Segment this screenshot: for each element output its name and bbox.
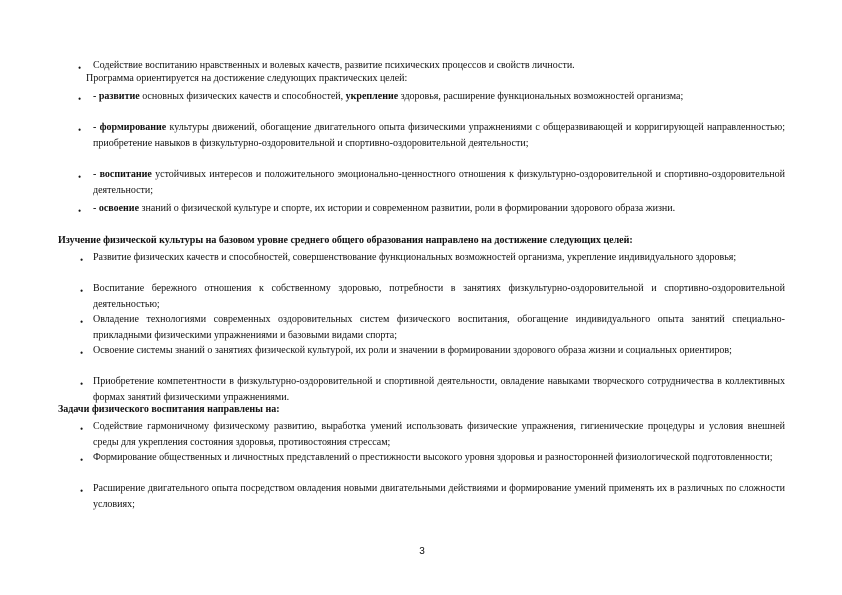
goal-text: знаний о физической культуре и спорте, их истории и современном развитии, роли в формировании здорового образа жизни. [139,203,676,214]
goal-text: основных физических качеств и способностей, [139,91,344,102]
task-item: Формирование общественных и личностных представлений о престижности высокого уровня здоровья и разносторонней физиологической подготовленности; [93,452,773,463]
goal-item [93,120,785,151]
bullet-marker: • [78,206,82,216]
bullet-marker: • [80,348,84,358]
bullet-marker: • [80,317,84,327]
bullet-marker: • [80,255,84,265]
goal-lead: - формирование [93,122,167,133]
bullet-marker: • [78,63,82,73]
goal-item [93,89,785,105]
section-heading: Задачи физического воспитания направлены на: [58,404,280,415]
goal-item [93,201,785,217]
goal-lead: - освоение [93,203,140,214]
section-heading: Изучение физической культуры на базовом уровне среднего общего образования направлено на достижение следующих целей: [58,235,633,246]
goal-text: устойчивых интересов и положительного эмоционально-ценностного отношения к физкультурно-оздоровительной и спортивно-оздоровительной деятельности; [93,169,785,196]
intro-text: Программа ориентируется на достижение следующих практических целей: [86,73,408,84]
goal-lead: - развитие [93,91,140,102]
bullet-marker: • [80,424,84,434]
page-number: 3 [419,546,425,557]
goal-lead: - воспитание [93,169,152,180]
bullet-marker: • [78,94,82,104]
goal-item [93,167,785,198]
bullet-marker: • [78,172,82,182]
bullet-marker: • [80,379,84,389]
aim-item: Развитие физических качеств и способностей, совершенствование функциональных возможностей организма, укрепление индивидуального здоровья; [93,252,737,263]
goal-text: культуры движений, обогащение двигательного опыта физическими упражнениями с общеразвивающей и корригирующей направленностью; приобретение навыков в физкультурно-оздоровительной и спортивно-оздоровительной деятельности; [93,122,785,149]
aim-item: Освоение системы знаний о занятиях физической культурой, их роли и значении в формировании здорового образа жизни и социальных ориентиров; [93,345,732,356]
task-item: Расширение двигательного опыта посредством овладения новыми двигательными действиями и формирование умений применять их в различных по сложности условиях; [93,483,785,510]
task-item: Содействие гармоничному физическому развитию, выработка умений использовать физические упражнения, гигиенические процедуры и условия внешней среды для укрепления состояния здоровья, противостояния стрессам; [93,421,785,448]
goal-lead-2: укрепление [343,91,399,102]
aim-item: Овладение технологиями современных оздоровительных систем физического воспитания, обогащение индивидуального опыта занятий специально-прикладными физическими упражнениями и базовыми видами спорта; [93,314,785,341]
bullet-marker: • [78,125,82,135]
bullet-marker: • [80,455,84,465]
goal-text-2: здоровья, расширение функциональных возможностей организма; [398,91,684,102]
aim-item: Воспитание бережного отношения к собственному здоровью, потребности в занятиях физкультурно-оздоровительной и спортивно-оздоровительной деятельностью; [93,283,785,310]
bullet-marker: • [80,286,84,296]
top-bullet-text: Содействие воспитанию нравственных и волевых качеств, развитие психических процессов и свойств личности. [93,60,575,71]
aim-item: Приобретение компетентности в физкультурно-оздоровительной и спортивной деятельности, овладение навыками творческого сотрудничества в коллективных формах занятий физическими упражнениями. [93,376,785,403]
bullet-marker: • [80,486,84,496]
